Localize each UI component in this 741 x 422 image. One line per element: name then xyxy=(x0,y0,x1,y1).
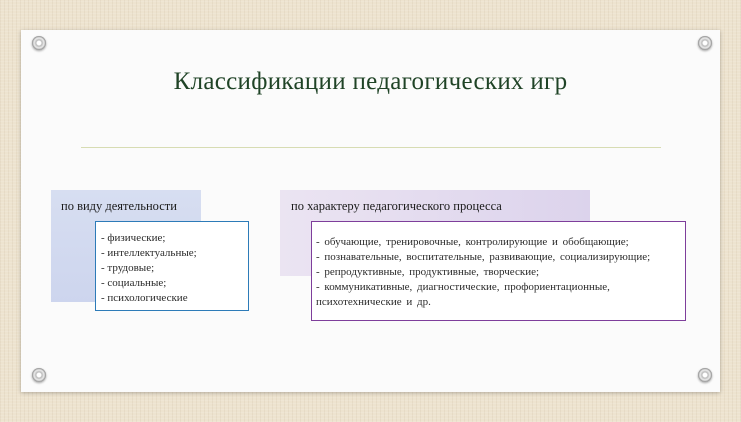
grommet-icon xyxy=(698,368,712,382)
left-header-label: по виду деятельности xyxy=(61,199,177,213)
grommet-icon xyxy=(32,36,46,50)
slide xyxy=(21,30,720,392)
list-item: - обучающие, тренировочные, контролирующие и обобщающие; xyxy=(316,236,629,248)
grommet-icon xyxy=(698,36,712,50)
list-item: - репродуктивные, продуктивные, творческие; xyxy=(316,266,540,278)
list-item: - трудовые; xyxy=(101,262,155,274)
list-item: - коммуникативные, диагностические, профориентационные, xyxy=(316,281,610,293)
process-type-list-box xyxy=(311,221,686,321)
process-type-list xyxy=(312,222,685,310)
right-header-label: по характеру педагогического процесса xyxy=(291,199,502,213)
slide-title: Классификации педагогических игр xyxy=(173,68,568,95)
list-item: психотехнические и др. xyxy=(316,296,431,308)
activity-type-list-box xyxy=(95,221,249,311)
list-item: - социальные; xyxy=(101,277,167,289)
list-item: - физические; xyxy=(101,232,166,244)
activity-type-list xyxy=(96,222,248,306)
divider xyxy=(81,147,661,148)
grommet-icon xyxy=(32,368,46,382)
list-item: - познавательные, воспитательные, развивающие, социализирующие; xyxy=(316,251,651,263)
list-item: - интеллектуальные; xyxy=(101,247,197,259)
list-item: - психологические xyxy=(101,292,188,304)
